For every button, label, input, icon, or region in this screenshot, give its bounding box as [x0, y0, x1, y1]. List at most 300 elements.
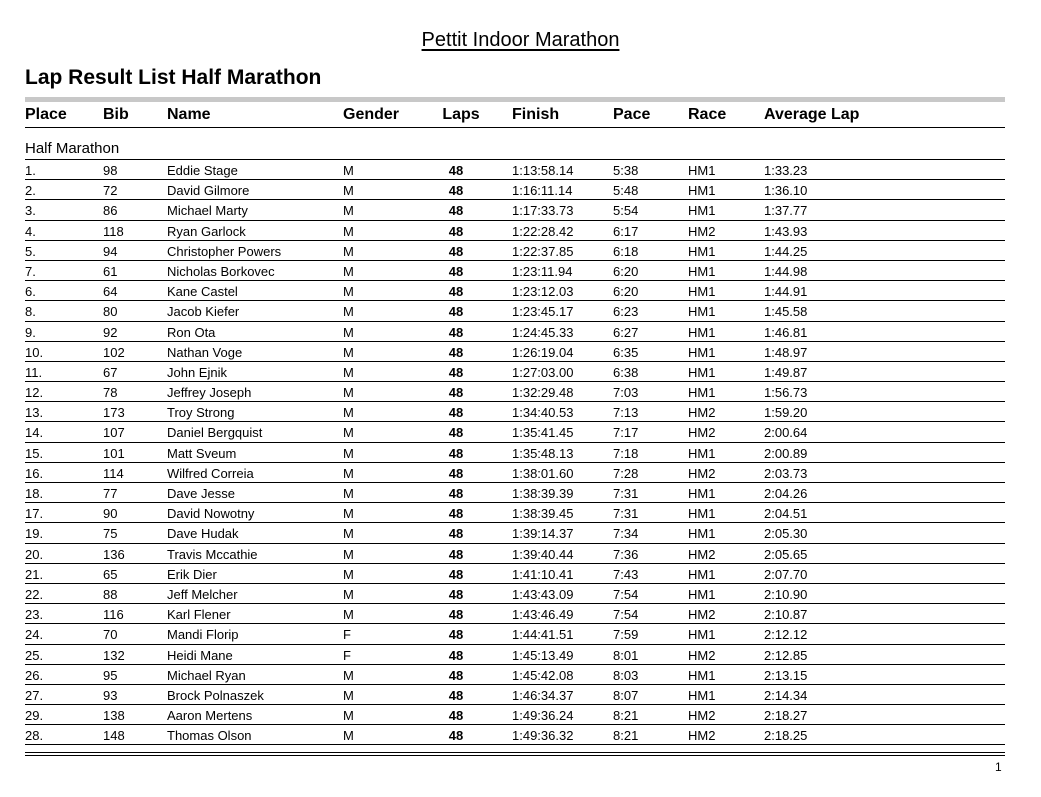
- cell-average-lap: 1:33.23: [764, 163, 808, 178]
- cell-race: HM2: [688, 728, 716, 744]
- cell-finish: 1:38:01.60: [512, 465, 574, 481]
- cell-race: HM1: [688, 364, 716, 380]
- cell-race: HM2: [688, 405, 716, 421]
- cell-gender: F: [343, 627, 351, 643]
- cell-laps: 48: [448, 465, 464, 481]
- cell-gender: M: [343, 486, 354, 501]
- cell-gender: M: [343, 223, 354, 239]
- table-row: [25, 705, 1005, 725]
- cell-name: Nicholas Borkovec: [167, 263, 275, 279]
- cell-finish: 1:39:40.44: [512, 546, 574, 562]
- cell-finish: 1:26:19.04: [512, 344, 574, 360]
- cell-average-lap: 1:56.73: [764, 385, 808, 401]
- footer-divider-secondary: [25, 755, 1005, 756]
- cell-pace: 6:18: [613, 243, 639, 259]
- cell-average-lap: 2:18.25: [764, 728, 808, 744]
- table-row: [25, 645, 1005, 665]
- cell-name: John Ejnik: [167, 364, 227, 380]
- cell-name: Brock Polnaszek: [167, 687, 264, 703]
- cell-place: 17.: [25, 506, 44, 522]
- cell-finish: 1:45:13.49: [512, 647, 574, 663]
- cell-pace: 7:13: [613, 405, 639, 421]
- cell-race: HM1: [688, 506, 716, 522]
- cell-pace: 8:21: [613, 708, 639, 724]
- cell-pace: 7:31: [613, 486, 639, 501]
- column-header-race: Race: [688, 106, 727, 123]
- cell-gender: M: [343, 687, 354, 703]
- cell-race: HM1: [688, 243, 716, 259]
- cell-pace: 7:31: [613, 506, 639, 522]
- cell-finish: 1:24:45.33: [512, 324, 574, 340]
- cell-gender: M: [343, 183, 354, 199]
- cell-gender: M: [343, 465, 354, 481]
- cell-finish: 1:13:58.14: [512, 163, 574, 178]
- table-row: [25, 160, 1005, 180]
- event-title: Pettit Indoor Marathon: [421, 29, 620, 51]
- cell-place: 4.: [25, 223, 36, 239]
- cell-gender: M: [343, 203, 354, 219]
- cell-race: HM1: [688, 667, 716, 683]
- table-row: [25, 665, 1005, 685]
- section-label: Half Marathon: [25, 140, 120, 157]
- cell-place: 15.: [25, 445, 44, 461]
- cell-bib: 148: [103, 728, 125, 744]
- cell-bib: 64: [103, 284, 118, 300]
- table-row: [25, 342, 1005, 362]
- table-row: [25, 584, 1005, 604]
- cell-gender: M: [343, 566, 354, 582]
- cell-average-lap: 1:44.25: [764, 243, 808, 259]
- cell-place: 27.: [25, 687, 44, 703]
- cell-bib: 65: [103, 566, 118, 582]
- cell-finish: 1:32:29.48: [512, 385, 574, 401]
- table-row: [25, 463, 1005, 483]
- cell-bib: 75: [103, 526, 118, 542]
- cell-race: HM1: [688, 163, 716, 178]
- cell-gender: M: [343, 445, 354, 461]
- cell-pace: 6:20: [613, 284, 639, 300]
- cell-race: HM2: [688, 465, 716, 481]
- table-row: [25, 200, 1005, 220]
- cell-race: HM1: [688, 304, 716, 320]
- cell-pace: 8:01: [613, 647, 639, 663]
- cell-average-lap: 1:59.20: [764, 405, 808, 421]
- cell-bib: 93: [103, 687, 118, 703]
- cell-race: HM1: [688, 586, 716, 602]
- cell-place: 2.: [25, 183, 36, 199]
- table-row: [25, 402, 1005, 422]
- cell-average-lap: 2:14.34: [764, 687, 808, 703]
- cell-place: 9.: [25, 324, 36, 340]
- cell-name: Erik Dier: [167, 566, 217, 582]
- cell-name: Michael Marty: [167, 203, 248, 219]
- cell-average-lap: 2:00.89: [764, 445, 808, 461]
- cell-pace: 6:35: [613, 344, 639, 360]
- cell-name: Wilfred Correia: [167, 465, 254, 481]
- cell-bib: 132: [103, 647, 125, 663]
- cell-laps: 48: [448, 183, 464, 199]
- cell-gender: M: [343, 163, 354, 178]
- cell-bib: 136: [103, 546, 125, 562]
- cell-laps: 48: [448, 687, 464, 703]
- cell-name: Aaron Mertens: [167, 708, 253, 724]
- cell-laps: 48: [448, 708, 464, 724]
- cell-laps: 48: [448, 627, 464, 643]
- cell-average-lap: 1:36.10: [764, 183, 808, 199]
- cell-place: 8.: [25, 304, 36, 320]
- cell-laps: 48: [448, 445, 464, 461]
- page-number: 1: [995, 760, 1002, 774]
- cell-pace: 8:03: [613, 667, 639, 683]
- cell-race: HM1: [688, 284, 716, 300]
- cell-pace: 7:28: [613, 465, 639, 481]
- cell-name: Eddie Stage: [167, 163, 238, 178]
- cell-place: 20.: [25, 546, 44, 562]
- cell-place: 21.: [25, 566, 44, 582]
- column-header-bib: Bib: [103, 106, 129, 123]
- cell-gender: M: [343, 728, 354, 744]
- cell-finish: 1:44:41.51: [512, 627, 574, 643]
- cell-laps: 48: [448, 566, 464, 582]
- cell-place: 11.: [25, 364, 43, 380]
- cell-pace: 7:03: [613, 385, 639, 401]
- results-table-body: [25, 160, 1005, 745]
- cell-place: 10.: [25, 344, 44, 360]
- header-divider: [25, 97, 1005, 102]
- cell-name: David Nowotny: [167, 506, 255, 522]
- cell-race: HM2: [688, 647, 716, 663]
- column-header-name: Name: [167, 106, 211, 123]
- table-row: [25, 503, 1005, 523]
- cell-pace: 8:21: [613, 728, 639, 744]
- cell-race: HM2: [688, 708, 716, 724]
- table-row: [25, 624, 1005, 644]
- cell-name: Dave Jesse: [167, 486, 235, 501]
- cell-gender: M: [343, 263, 354, 279]
- cell-average-lap: 2:10.87: [764, 607, 808, 623]
- cell-pace: 7:54: [613, 586, 639, 602]
- cell-gender: M: [343, 243, 354, 259]
- table-row: [25, 685, 1005, 705]
- cell-place: 14.: [25, 425, 44, 441]
- cell-bib: 88: [103, 586, 118, 602]
- cell-laps: 48: [448, 223, 464, 239]
- cell-finish: 1:49:36.24: [512, 708, 574, 724]
- cell-average-lap: 2:05.65: [764, 546, 808, 562]
- cell-finish: 1:16:11.14: [512, 183, 573, 199]
- cell-place: 7.: [25, 263, 36, 279]
- cell-finish: 1:38:39.39: [512, 486, 574, 501]
- cell-race: HM1: [688, 486, 716, 501]
- cell-bib: 78: [103, 385, 118, 401]
- cell-name: Michael Ryan: [167, 667, 246, 683]
- cell-bib: 94: [103, 243, 118, 259]
- cell-gender: M: [343, 708, 354, 724]
- cell-bib: 77: [103, 486, 118, 501]
- cell-place: 29.: [25, 708, 44, 724]
- cell-average-lap: 1:37.77: [764, 203, 808, 219]
- cell-finish: 1:27:03.00: [512, 364, 574, 380]
- cell-race: HM1: [688, 526, 716, 542]
- table-row: [25, 221, 1005, 241]
- cell-place: 5.: [25, 243, 36, 259]
- table-row: [25, 301, 1005, 321]
- cell-race: HM2: [688, 425, 716, 441]
- cell-pace: 7:18: [613, 445, 639, 461]
- column-header-place: Place: [25, 106, 67, 123]
- cell-race: HM1: [688, 445, 716, 461]
- cell-place: 23.: [25, 607, 44, 623]
- cell-bib: 101: [103, 445, 125, 461]
- cell-laps: 48: [448, 163, 464, 178]
- table-row: [25, 180, 1005, 200]
- cell-name: Troy Strong: [167, 405, 235, 421]
- table-row: [25, 422, 1005, 442]
- cell-place: 6.: [25, 284, 36, 300]
- table-row: [25, 261, 1005, 281]
- cell-place: 19.: [25, 526, 44, 542]
- cell-pace: 7:54: [613, 607, 639, 623]
- table-row: [25, 241, 1005, 261]
- cell-bib: 107: [103, 425, 125, 441]
- table-row: [25, 564, 1005, 584]
- cell-gender: M: [343, 506, 354, 522]
- cell-pace: 6:20: [613, 263, 639, 279]
- cell-laps: 48: [448, 728, 464, 744]
- cell-name: Matt Sveum: [167, 445, 237, 461]
- column-header-laps: Laps: [442, 106, 480, 123]
- cell-bib: 98: [103, 163, 118, 178]
- cell-name: Ron Ota: [167, 324, 216, 340]
- cell-pace: 7:17: [613, 425, 639, 441]
- cell-bib: 61: [103, 263, 118, 279]
- table-row: [25, 382, 1005, 402]
- cell-bib: 173: [103, 405, 125, 421]
- cell-place: 25.: [25, 647, 44, 663]
- cell-average-lap: 2:04.26: [764, 486, 808, 501]
- cell-name: David Gilmore: [167, 183, 250, 199]
- cell-average-lap: 1:45.58: [764, 304, 808, 320]
- cell-race: HM2: [688, 546, 716, 562]
- cell-place: 12.: [25, 385, 44, 401]
- cell-gender: M: [343, 405, 354, 421]
- cell-laps: 48: [448, 506, 464, 522]
- cell-pace: 5:48: [613, 183, 639, 199]
- cell-laps: 48: [448, 405, 464, 421]
- cell-pace: 7:43: [613, 566, 639, 582]
- cell-finish: 1:23:12.03: [512, 284, 574, 300]
- cell-name: Jacob Kiefer: [167, 304, 240, 320]
- cell-finish: 1:49:36.32: [512, 728, 574, 744]
- cell-place: 26.: [25, 667, 44, 683]
- cell-race: HM1: [688, 627, 716, 643]
- table-row: [25, 604, 1005, 624]
- cell-race: HM1: [688, 203, 716, 219]
- cell-finish: 1:35:41.45: [512, 425, 574, 441]
- cell-bib: 90: [103, 506, 118, 522]
- cell-place: 3.: [25, 203, 36, 219]
- cell-gender: M: [343, 586, 354, 602]
- cell-finish: 1:35:48.13: [512, 445, 574, 461]
- cell-average-lap: 2:05.30: [764, 526, 808, 542]
- table-row: [25, 544, 1005, 564]
- cell-pace: 6:17: [613, 223, 639, 239]
- cell-pace: 7:59: [613, 627, 639, 643]
- table-row: [25, 443, 1005, 463]
- cell-name: Daniel Bergquist: [167, 425, 263, 441]
- cell-name: Karl Flener: [167, 607, 231, 623]
- cell-bib: 118: [103, 223, 124, 239]
- cell-bib: 70: [103, 627, 118, 643]
- cell-bib: 67: [103, 364, 118, 380]
- cell-place: 22.: [25, 586, 44, 602]
- cell-average-lap: 2:00.64: [764, 425, 808, 441]
- cell-laps: 48: [448, 324, 464, 340]
- cell-finish: 1:45:42.08: [512, 667, 574, 683]
- cell-finish: 1:38:39.45: [512, 506, 574, 522]
- cell-gender: M: [343, 607, 354, 623]
- table-row: [25, 322, 1005, 342]
- cell-laps: 48: [448, 284, 464, 300]
- cell-gender: M: [343, 364, 354, 380]
- cell-laps: 48: [448, 425, 464, 441]
- cell-bib: 80: [103, 304, 118, 320]
- cell-gender: M: [343, 304, 354, 320]
- cell-average-lap: 2:07.70: [764, 566, 808, 582]
- cell-bib: 72: [103, 183, 118, 199]
- cell-gender: M: [343, 324, 354, 340]
- cell-average-lap: 2:03.73: [764, 465, 808, 481]
- cell-place: 28.: [25, 728, 44, 744]
- cell-pace: 5:54: [613, 203, 639, 219]
- cell-finish: 1:23:11.94: [512, 263, 573, 279]
- column-header-gender: Gender: [343, 106, 400, 123]
- cell-finish: 1:46:34.37: [512, 687, 574, 703]
- table-header: [25, 104, 1005, 128]
- table-row: [25, 362, 1005, 382]
- table-row: [25, 483, 1005, 503]
- cell-race: HM2: [688, 607, 716, 623]
- cell-gender: M: [343, 526, 354, 542]
- cell-race: HM1: [688, 183, 716, 199]
- cell-laps: 48: [448, 203, 464, 219]
- table-row: [25, 281, 1005, 301]
- cell-name: Jeffrey Joseph: [167, 385, 252, 401]
- cell-race: HM1: [688, 687, 716, 703]
- cell-finish: 1:34:40.53: [512, 405, 574, 421]
- cell-finish: 1:43:46.49: [512, 607, 574, 623]
- cell-gender: M: [343, 385, 354, 401]
- cell-laps: 48: [448, 607, 464, 623]
- cell-name: Ryan Garlock: [167, 223, 246, 239]
- table-row: [25, 523, 1005, 543]
- cell-pace: 8:07: [613, 687, 639, 703]
- cell-name: Kane Castel: [167, 284, 238, 300]
- cell-name: Christopher Powers: [167, 243, 282, 259]
- cell-laps: 48: [448, 385, 464, 401]
- footer-divider: [25, 752, 1005, 753]
- cell-finish: 1:17:33.73: [512, 203, 574, 219]
- cell-gender: M: [343, 344, 354, 360]
- cell-average-lap: 1:43.93: [764, 223, 808, 239]
- cell-place: 1.: [25, 163, 36, 178]
- cell-average-lap: 2:12.12: [764, 627, 808, 643]
- cell-pace: 5:38: [613, 163, 639, 178]
- cell-bib: 95: [103, 667, 118, 683]
- cell-laps: 48: [448, 667, 464, 683]
- cell-finish: 1:22:28.42: [512, 223, 574, 239]
- cell-gender: M: [343, 546, 354, 562]
- cell-laps: 48: [448, 304, 464, 320]
- cell-average-lap: 2:13.15: [764, 667, 808, 683]
- cell-gender: F: [343, 647, 351, 663]
- column-header-finish: Finish: [512, 106, 560, 123]
- cell-race: HM1: [688, 385, 716, 401]
- cell-finish: 1:43:43.09: [512, 586, 574, 602]
- cell-laps: 48: [448, 647, 464, 663]
- cell-place: 16.: [25, 465, 44, 481]
- cell-race: HM1: [688, 263, 716, 279]
- cell-race: HM1: [688, 566, 716, 582]
- cell-finish: 1:22:37.85: [512, 243, 574, 259]
- cell-pace: 7:34: [613, 526, 639, 542]
- cell-average-lap: 1:44.91: [764, 284, 808, 300]
- cell-bib: 116: [103, 607, 124, 623]
- column-header-average-lap: Average Lap: [764, 106, 860, 123]
- cell-place: 18.: [25, 486, 44, 501]
- cell-pace: 6:27: [613, 324, 639, 340]
- cell-bib: 138: [103, 708, 125, 724]
- cell-race: HM2: [688, 223, 716, 239]
- cell-laps: 48: [448, 263, 464, 279]
- cell-average-lap: 1:49.87: [764, 364, 808, 380]
- cell-name: Travis Mccathie: [167, 546, 258, 562]
- cell-name: Thomas Olson: [167, 728, 252, 744]
- cell-finish: 1:41:10.41: [512, 566, 574, 582]
- cell-laps: 48: [448, 486, 464, 501]
- cell-average-lap: 2:12.85: [764, 647, 808, 663]
- cell-gender: M: [343, 284, 354, 300]
- document-title: Lap Result List Half Marathon: [25, 66, 322, 89]
- cell-bib: 92: [103, 324, 118, 340]
- cell-laps: 48: [448, 344, 464, 360]
- cell-average-lap: 2:04.51: [764, 506, 808, 522]
- cell-pace: 7:36: [613, 546, 639, 562]
- cell-race: HM1: [688, 344, 716, 360]
- cell-average-lap: 2:10.90: [764, 586, 808, 602]
- cell-finish: 1:39:14.37: [512, 526, 574, 542]
- table-row: [25, 725, 1005, 745]
- cell-bib: 102: [103, 344, 125, 360]
- cell-laps: 48: [448, 586, 464, 602]
- cell-laps: 48: [448, 243, 464, 259]
- cell-finish: 1:23:45.17: [512, 304, 574, 320]
- cell-pace: 6:38: [613, 364, 639, 380]
- cell-name: Nathan Voge: [167, 344, 243, 360]
- cell-place: 13.: [25, 405, 44, 421]
- column-header-pace: Pace: [613, 106, 651, 123]
- cell-laps: 48: [448, 526, 464, 542]
- cell-average-lap: 1:44.98: [764, 263, 808, 279]
- cell-name: Dave Hudak: [167, 526, 239, 542]
- cell-name: Mandi Florip: [167, 627, 239, 643]
- cell-name: Heidi Mane: [167, 647, 233, 663]
- cell-name: Jeff Melcher: [167, 586, 238, 602]
- cell-laps: 48: [448, 364, 464, 380]
- cell-average-lap: 1:48.97: [764, 344, 808, 360]
- cell-pace: 6:23: [613, 304, 639, 320]
- cell-bib: 86: [103, 203, 118, 219]
